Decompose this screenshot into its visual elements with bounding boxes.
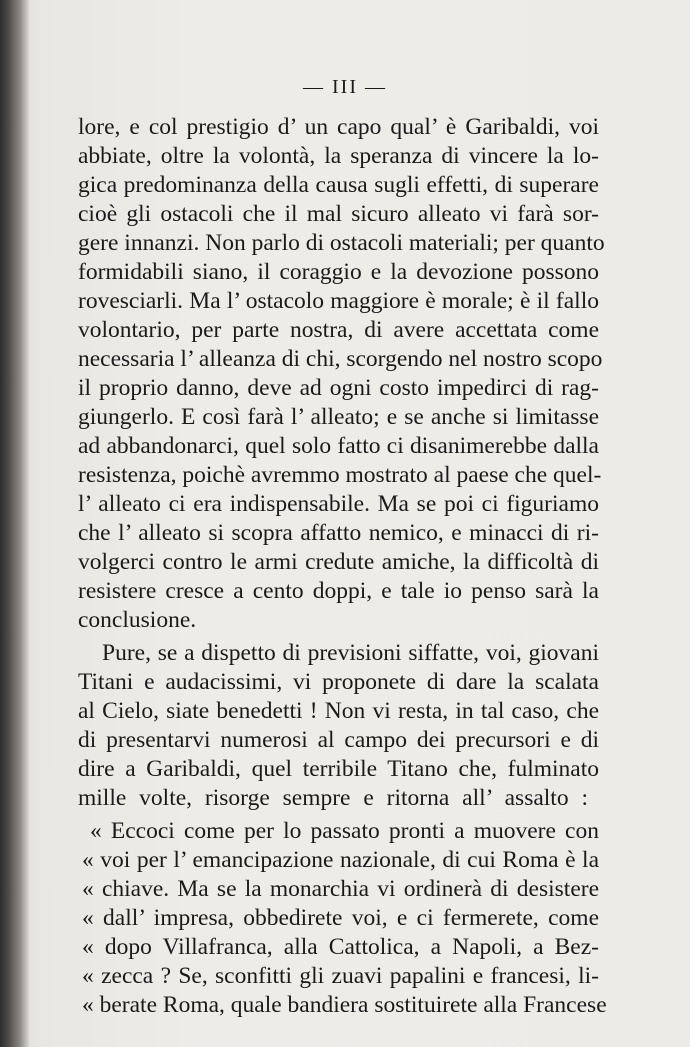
text-line-19: Pure, se a dispetto di previsioni siffatte, voi, giovani xyxy=(102,640,599,666)
text-line-4: cioè gli ostacoli che il mal sicuro alleato vi farà sor- xyxy=(78,201,599,227)
text-line-23: dire a Garibaldi, quel terribile Titano che, fulminato xyxy=(78,756,599,782)
text-line-7: rovesciarli. Ma l’ ostacolo maggiore è morale; è il fallo xyxy=(78,288,599,314)
book-spine-shadow xyxy=(0,0,30,1047)
quote-line-5: « dopo Villafranca, alla Cattolica, a Napoli, a Bez- xyxy=(82,934,599,960)
text-line-13: resistenza, poichè avremmo mostrato al paese che quel- xyxy=(78,462,602,488)
text-line-1: lore, e col prestigio d’ un capo qual’ è Garibaldi, voi xyxy=(78,114,599,140)
text-line-5: gere innanzi. Non parlo di ostacoli materiali; per quanto xyxy=(78,230,605,256)
quote-line-7: « berate Roma, quale bandiera sostituirete alla Francese xyxy=(82,992,607,1018)
text-line-15: che l’ alleato si scopra affatto nemico, e minacci di ri- xyxy=(78,520,599,546)
text-line-20: Titani e audacissimi, vi proponete di dare la scalata xyxy=(78,669,599,695)
text-line-18: conclusione. xyxy=(78,607,197,633)
quote-line-6: « zecca ? Se, sconfitti gli zuavi papalini e francesi, li- xyxy=(82,963,599,989)
text-line-12: ad abbandonarci, quel solo fatto ci disanimerebbe dalla xyxy=(78,433,599,459)
text-line-2: abbiate, oltre la volontà, la speranza di vincere la lo- xyxy=(78,143,599,169)
quote-line-2: « voi per l’ emancipazione nazionale, di cui Roma è la xyxy=(82,847,599,873)
text-line-10: il proprio danno, deve ad ogni costo impedirci di rag- xyxy=(78,375,599,401)
text-line-14: l’ alleato ci era indispensabile. Ma se poi ci figuriamo xyxy=(78,491,599,517)
text-line-24: mille volte, risorge sempre e ritorna all’ assalto : xyxy=(78,785,588,811)
quote-line-3: « chiave. Ma se la monarchia vi ordinerà di desistere xyxy=(82,876,599,902)
text-line-17: resistere cresce a cento doppi, e tale io penso sarà la xyxy=(78,578,599,604)
quote-line-1: « Eccoci come per lo passato pronti a muovere con xyxy=(90,818,599,844)
text-line-22: di presentarvi numerosi al campo dei precursori e di xyxy=(78,727,599,753)
text-line-16: volgerci contro le armi credute amiche, la difficoltà di xyxy=(78,549,599,575)
text-line-3: gica predominanza della causa sugli effetti, di superare xyxy=(78,172,599,198)
text-line-21: al Cielo, siate benedetti ! Non vi resta, in tal caso, che xyxy=(78,698,599,724)
text-line-8: volontario, per parte nostra, di avere accettata come xyxy=(78,317,599,343)
page-number: — III — xyxy=(303,76,387,98)
quote-line-4: « dall’ impresa, obbedirete voi, e ci fermerete, come xyxy=(82,905,599,931)
text-line-6: formidabili siano, il coraggio e la devozione possono xyxy=(78,259,599,285)
text-line-11: giungerlo. E così farà l’ alleato; e se anche si limitasse xyxy=(78,404,599,430)
text-line-9: necessaria l’ alleanza di chi, scorgendo nel nostro scopo xyxy=(78,346,603,372)
